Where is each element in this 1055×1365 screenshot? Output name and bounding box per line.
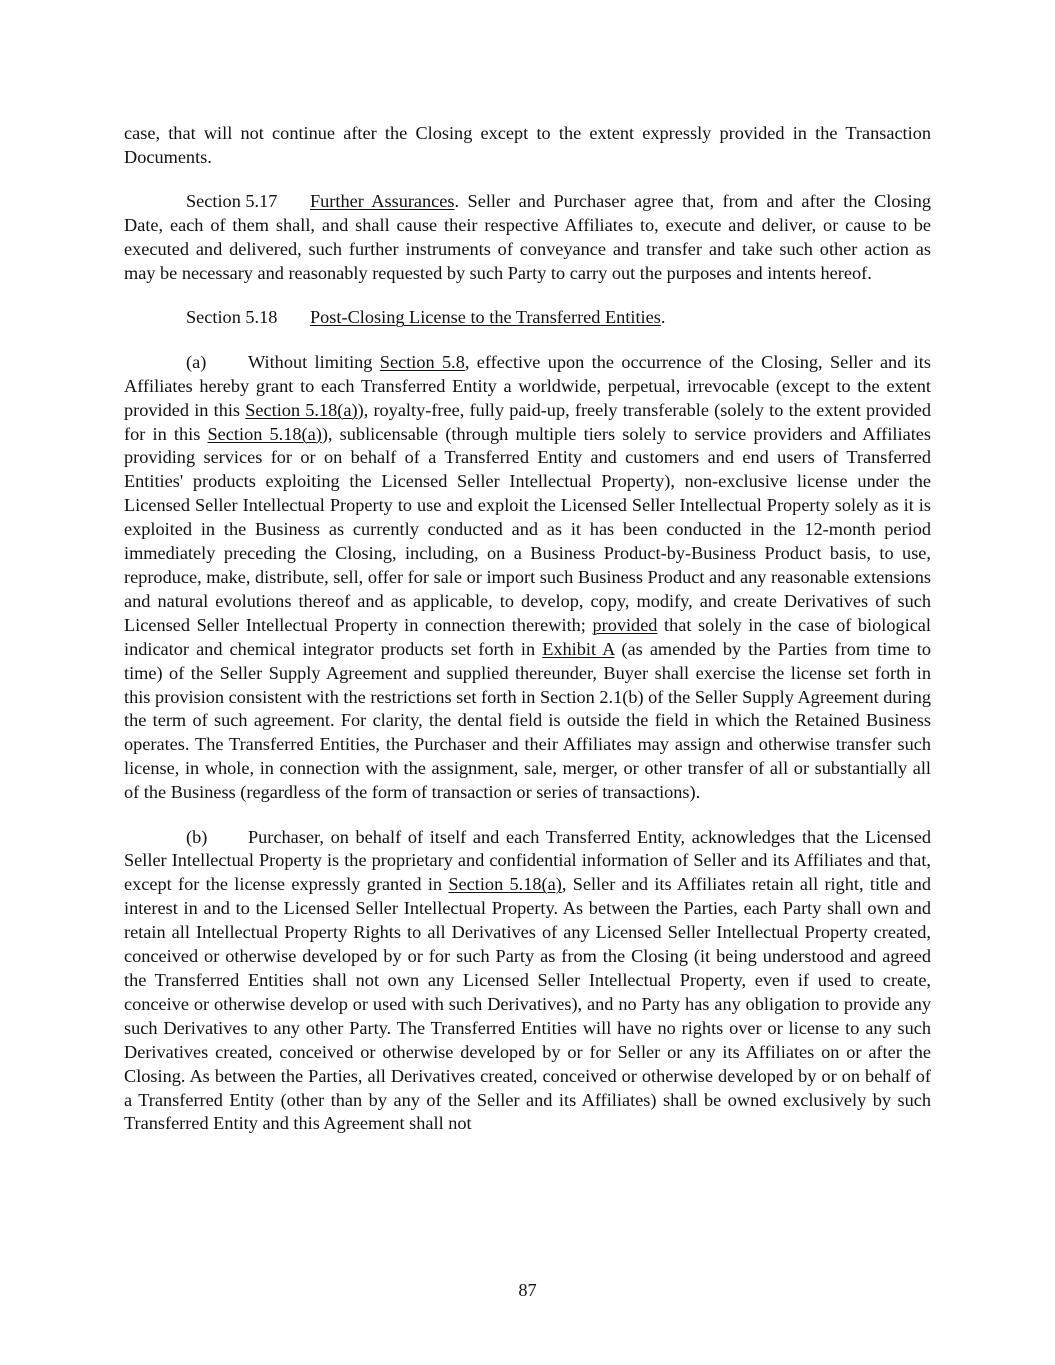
subsection-b-label: (b) — [186, 826, 208, 847]
page-number: 87 — [518, 1280, 537, 1300]
section-5-18-title: Post-Closing License to the Transferred Entities — [310, 307, 661, 328]
section-5-18-heading — [124, 306, 931, 330]
subsection-a-label: (a) — [186, 351, 207, 372]
provided-term: provided — [592, 614, 658, 635]
subsection-a-paragraph — [124, 351, 931, 805]
section-5-17-body: . Seller and Purchaser agree that, from and after the Closing Date, each of them shall, and shall cause their respective Affiliates to, execute and deliver, or cause to be executed and delivered, such further instruments of conveyance and transfer and take such other action as may be necessary and reasonably requested by such Party to carry out the purposes and intents hereof. — [124, 191, 931, 284]
section-5-18-number: Section 5.18 — [186, 307, 278, 328]
section-5-18-title-end: . — [660, 307, 666, 328]
section-5-17-number: Section 5.17 — [186, 191, 278, 212]
document-page — [124, 122, 931, 1157]
section-5-8-reference: Section 5.8 — [379, 351, 465, 372]
subsection-b-paragraph — [124, 826, 931, 1137]
section-5-18a-reference-3: Section 5.18(a) — [448, 874, 562, 895]
subsection-a-text-1: Without limiting — [248, 351, 380, 372]
subsection-a-text-6: (as amended by the Parties from time to time) of the Seller Supply Agreement and supplied thereunder, Buyer shall exercise the license set forth in this provision consistent with the restrictions set forth in Section 2.1(b) of the Seller Supply Agreement during the term of such agreement. For clarity, the dental field is outside the field in which the Retained Business operates. The Transferred Entities, the Purchaser and their Affiliates may assign and otherwise transfer such license, in whole, in connection with the assignment, sale, merger, or other transfer of all or substantially all of the Business (regardless of the form of transaction or series of transactions). — [124, 638, 931, 803]
continuation-paragraph — [124, 122, 931, 170]
subsection-b-text-1: Purchaser, on behalf of itself and each Transferred Entity, acknowledges that the Licensed Seller Intellectual Property is the proprietary and confidential information of Seller and its Affiliates and that, except for the license expressly granted in — [124, 826, 931, 895]
subsection-b-text-2: , Seller and its Affiliates retain all right, title and interest in and to the Licensed Seller Intellectual Property. As between the Parties, each Party shall own and retain all Intellectual Property Rights to all Derivatives of any Licensed Seller Intellectual Property created, conceived or otherwise developed by or for such Party as from the Closing (it being understood and agreed the Transferred Entities shall not own any Licensed Seller Intellectual Property, even if used to create, conceive or otherwise develop or used with such Derivatives), and no Party has any obligation to provide any such Derivatives to any other Party. The Transferred Entities will have no rights over or license to any such Derivatives created, conceived or otherwise developed by or for Seller or any its Affiliates on or after the Closing. As between the Parties, all Derivatives created, conceived or otherwise developed by or on behalf of a Transferred Entity (other than by any of the Seller and its Affiliates) shall be owned exclusively by such Transferred Entity and this Agreement shall not — [124, 874, 932, 1134]
subsection-a-text-4: ), sublicensable (through multiple tiers solely to service providers and Affiliates providing services for or on behalf of a Transferred Entity and customers and end users of Transferred Entities' products exploiting the Licensed Seller Intellectual Property), non-exclusive license under the Licensed Seller Intellectual Property to use and exploit the Licensed Seller Intellectual Property solely as it is exploited in the Business as currently conducted and as it has been conducted in the 12-month period immediately preceding the Closing, including, on a Business Product-by-Business Product basis, to use, reproduce, make, distribute, sell, offer for sale or import such Business Product and any reasonable extensions and natural evolutions thereof and as applicable, to develop, copy, modify, and create Derivatives of such Licensed Seller Intellectual Property in connection therewith; — [124, 423, 931, 635]
continuation-text: case, that will not continue after the Closing except to the extent expressly provided in the Transaction Documents. — [124, 123, 931, 167]
section-5-17-title: Further Assurances — [310, 191, 455, 212]
exhibit-a-reference: Exhibit A — [542, 638, 615, 659]
section-5-18a-reference-1: Section 5.18(a) — [245, 399, 358, 420]
subsection-a-text-3: ), royalty-free, fully paid-up, freely transferable (solely to the extent provided for in this — [124, 399, 931, 444]
subsection-a-text-5: that solely in the case of biological indicator and chemical integrator products set forth in — [124, 614, 931, 659]
section-5-18a-reference-2: Section 5.18(a) — [207, 423, 322, 444]
subsection-a-text-2: , effective upon the occurrence of the Closing, Seller and its Affiliates hereby grant to each Transferred Entity a worldwide, perpetual, irrevocable (except to the extent provided in this — [124, 351, 931, 420]
section-5-17-paragraph — [124, 190, 931, 286]
